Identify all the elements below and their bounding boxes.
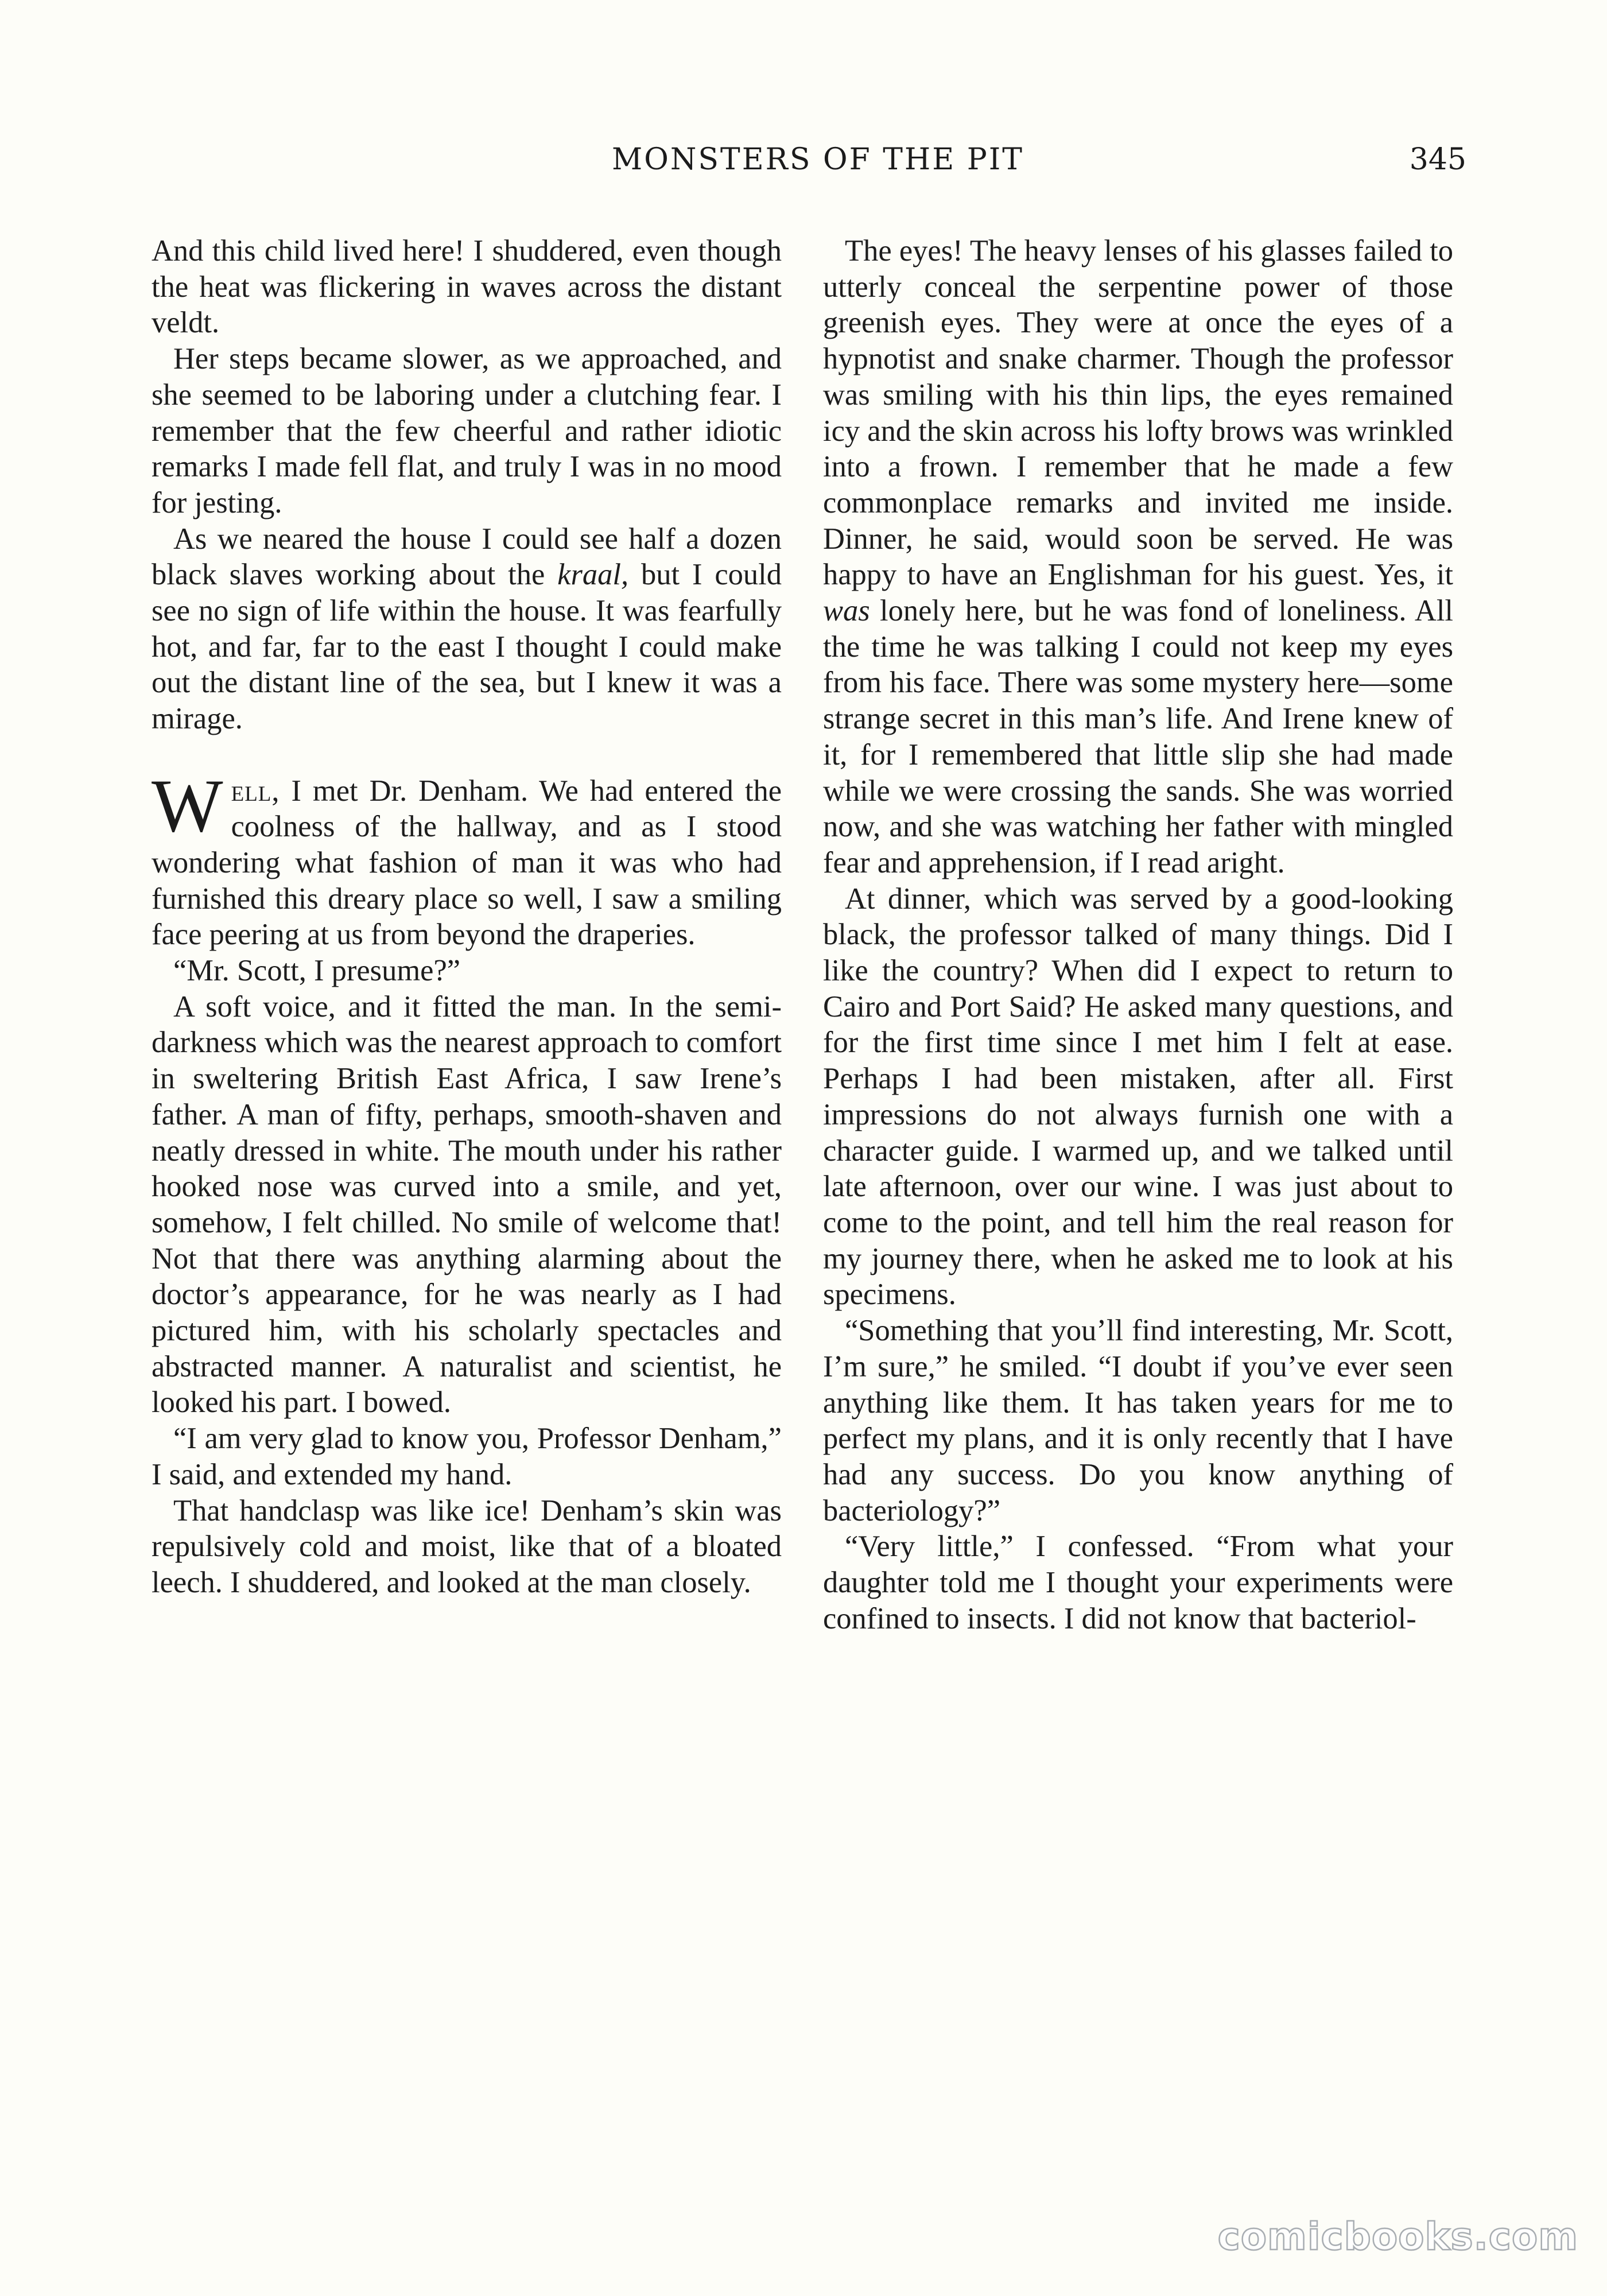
italic-word: kraal, bbox=[557, 558, 629, 592]
paragraph-text: As we neared the house I could see half a dozen black slaves working about the bbox=[152, 522, 782, 592]
paragraph: “Very little,” I confessed. “From what your daughter told me I thought your experiments were confined to insects. I did not know that bacteriol- bbox=[823, 1530, 1453, 1635]
paragraph bbox=[152, 521, 782, 737]
paragraph: Her steps became slower, as we approached, and she seemed to be laboring under a clutching fear. I remember that the few cheerful and rather idiotic remarks I made fell flat, and truly I was in no mood for jesting. bbox=[152, 342, 782, 519]
drop-cap: W bbox=[152, 763, 223, 848]
left-column bbox=[152, 233, 782, 1601]
paragraph: At dinner, which was served by a good-looking black, the professor talked of many things. Did I like the country? When did I expect to return to Cairo and Port Said? He asked many questions, and for the first time since I met him I felt at ease. Perhaps I had been mistaken, after all. First impressions do not always furnish one with a character guide. I warmed up, and we talked until late afternoon, over our wine. I was just about to come to the point, and tell him the real reason for my journey there, when he asked me to look at his specimens. bbox=[823, 882, 1453, 1312]
paragraph-text: The eyes! The heavy lenses of his glasses failed to utterly conceal the serpentine power of those greenish eyes. They were at once the eyes of a hypnotist and snake charmer. Though the professor was smiling with his thin lips, the eyes remained icy and the skin across his lofty brows was wrinkled into a frown. I remember that he made a few commonplace remarks and invited me inside. Dinner, he said, would soon be served. bbox=[823, 234, 1453, 556]
paragraph-dropcap bbox=[152, 763, 782, 953]
page-number: 345 bbox=[1409, 142, 1466, 177]
paragraph-text: I met Dr. Denham. We had entered the coolness of the hallway, and as I stood wondering what fashion of man it was who had furnished this dreary place so well, I saw a smiling face peering at us from beyond the draperies. bbox=[152, 774, 782, 952]
italic-word: was bbox=[823, 594, 870, 628]
paragraph bbox=[823, 233, 1453, 881]
paragraph: “Something that you’ll find interesting, Mr. Scott, I’m sure,” he smiled. “I doubt if you’ve ever seen anything like them. It has taken years for me to perfect my plans, and it is only recently that I have had any success. Do you know anything of bacteriology?” bbox=[823, 1314, 1453, 1527]
small-caps-text: ell, bbox=[231, 774, 280, 808]
right-column bbox=[823, 233, 1453, 1636]
paragraph: “Mr. Scott, I presume?” bbox=[173, 954, 461, 988]
running-title: MONSTERS OF THE PIT bbox=[612, 142, 1024, 177]
paragraph-text: but I could see no sign of life within the house. It was fearfully hot, and far, far to the east I thought I could make out the distant line of the sea, but I knew it was a mirage. bbox=[152, 558, 782, 736]
watermark-logo: comicbooks.com bbox=[1217, 2214, 1578, 2259]
paragraph: A soft voice, and it fitted the man. In the semi-darkness which was the nearest approach to comfort in sweltering British East Africa, I saw Irene’s father. A man of fifty, perhaps, smooth-shaven and neatly dressed in white. The mouth under his rather hooked nose was curved into a smile, and yet, somehow, I felt chilled. No smile of welcome that! Not that there was anything alarming about the doctor’s appearance, for he was nearly as I had pictured him, with his scholarly spectacles and abstracted manner. A naturalist and scientist, he looked his part. I bowed. bbox=[152, 990, 782, 1420]
paragraph-text: He was happy to have an Englishman for his guest. Yes, it bbox=[823, 522, 1453, 592]
paragraph: That handclasp was like ice! Denham’s skin was repulsively cold and moist, like that of a bloated leech. I shuddered, and looked at the man closely. bbox=[152, 1494, 782, 1599]
paragraph: “I am very glad to know you, Professor Denham,” I said, and extended my hand. bbox=[152, 1422, 782, 1491]
paragraph-text: lonely here, but he was fond of loneliness. All the time he was talking I could not keep my eyes from his face. There was some mystery here—some strange secret in this man’s life. And Irene knew of it, for I remembered that little slip she had made while we were crossing the sands. She was worried now, and she was watching her father with mingled fear and apprehension, if I read aright. bbox=[823, 594, 1453, 879]
paragraph: And this child lived here! I shuddered, even though the heat was flickering in waves across the distant veldt. bbox=[152, 234, 782, 340]
